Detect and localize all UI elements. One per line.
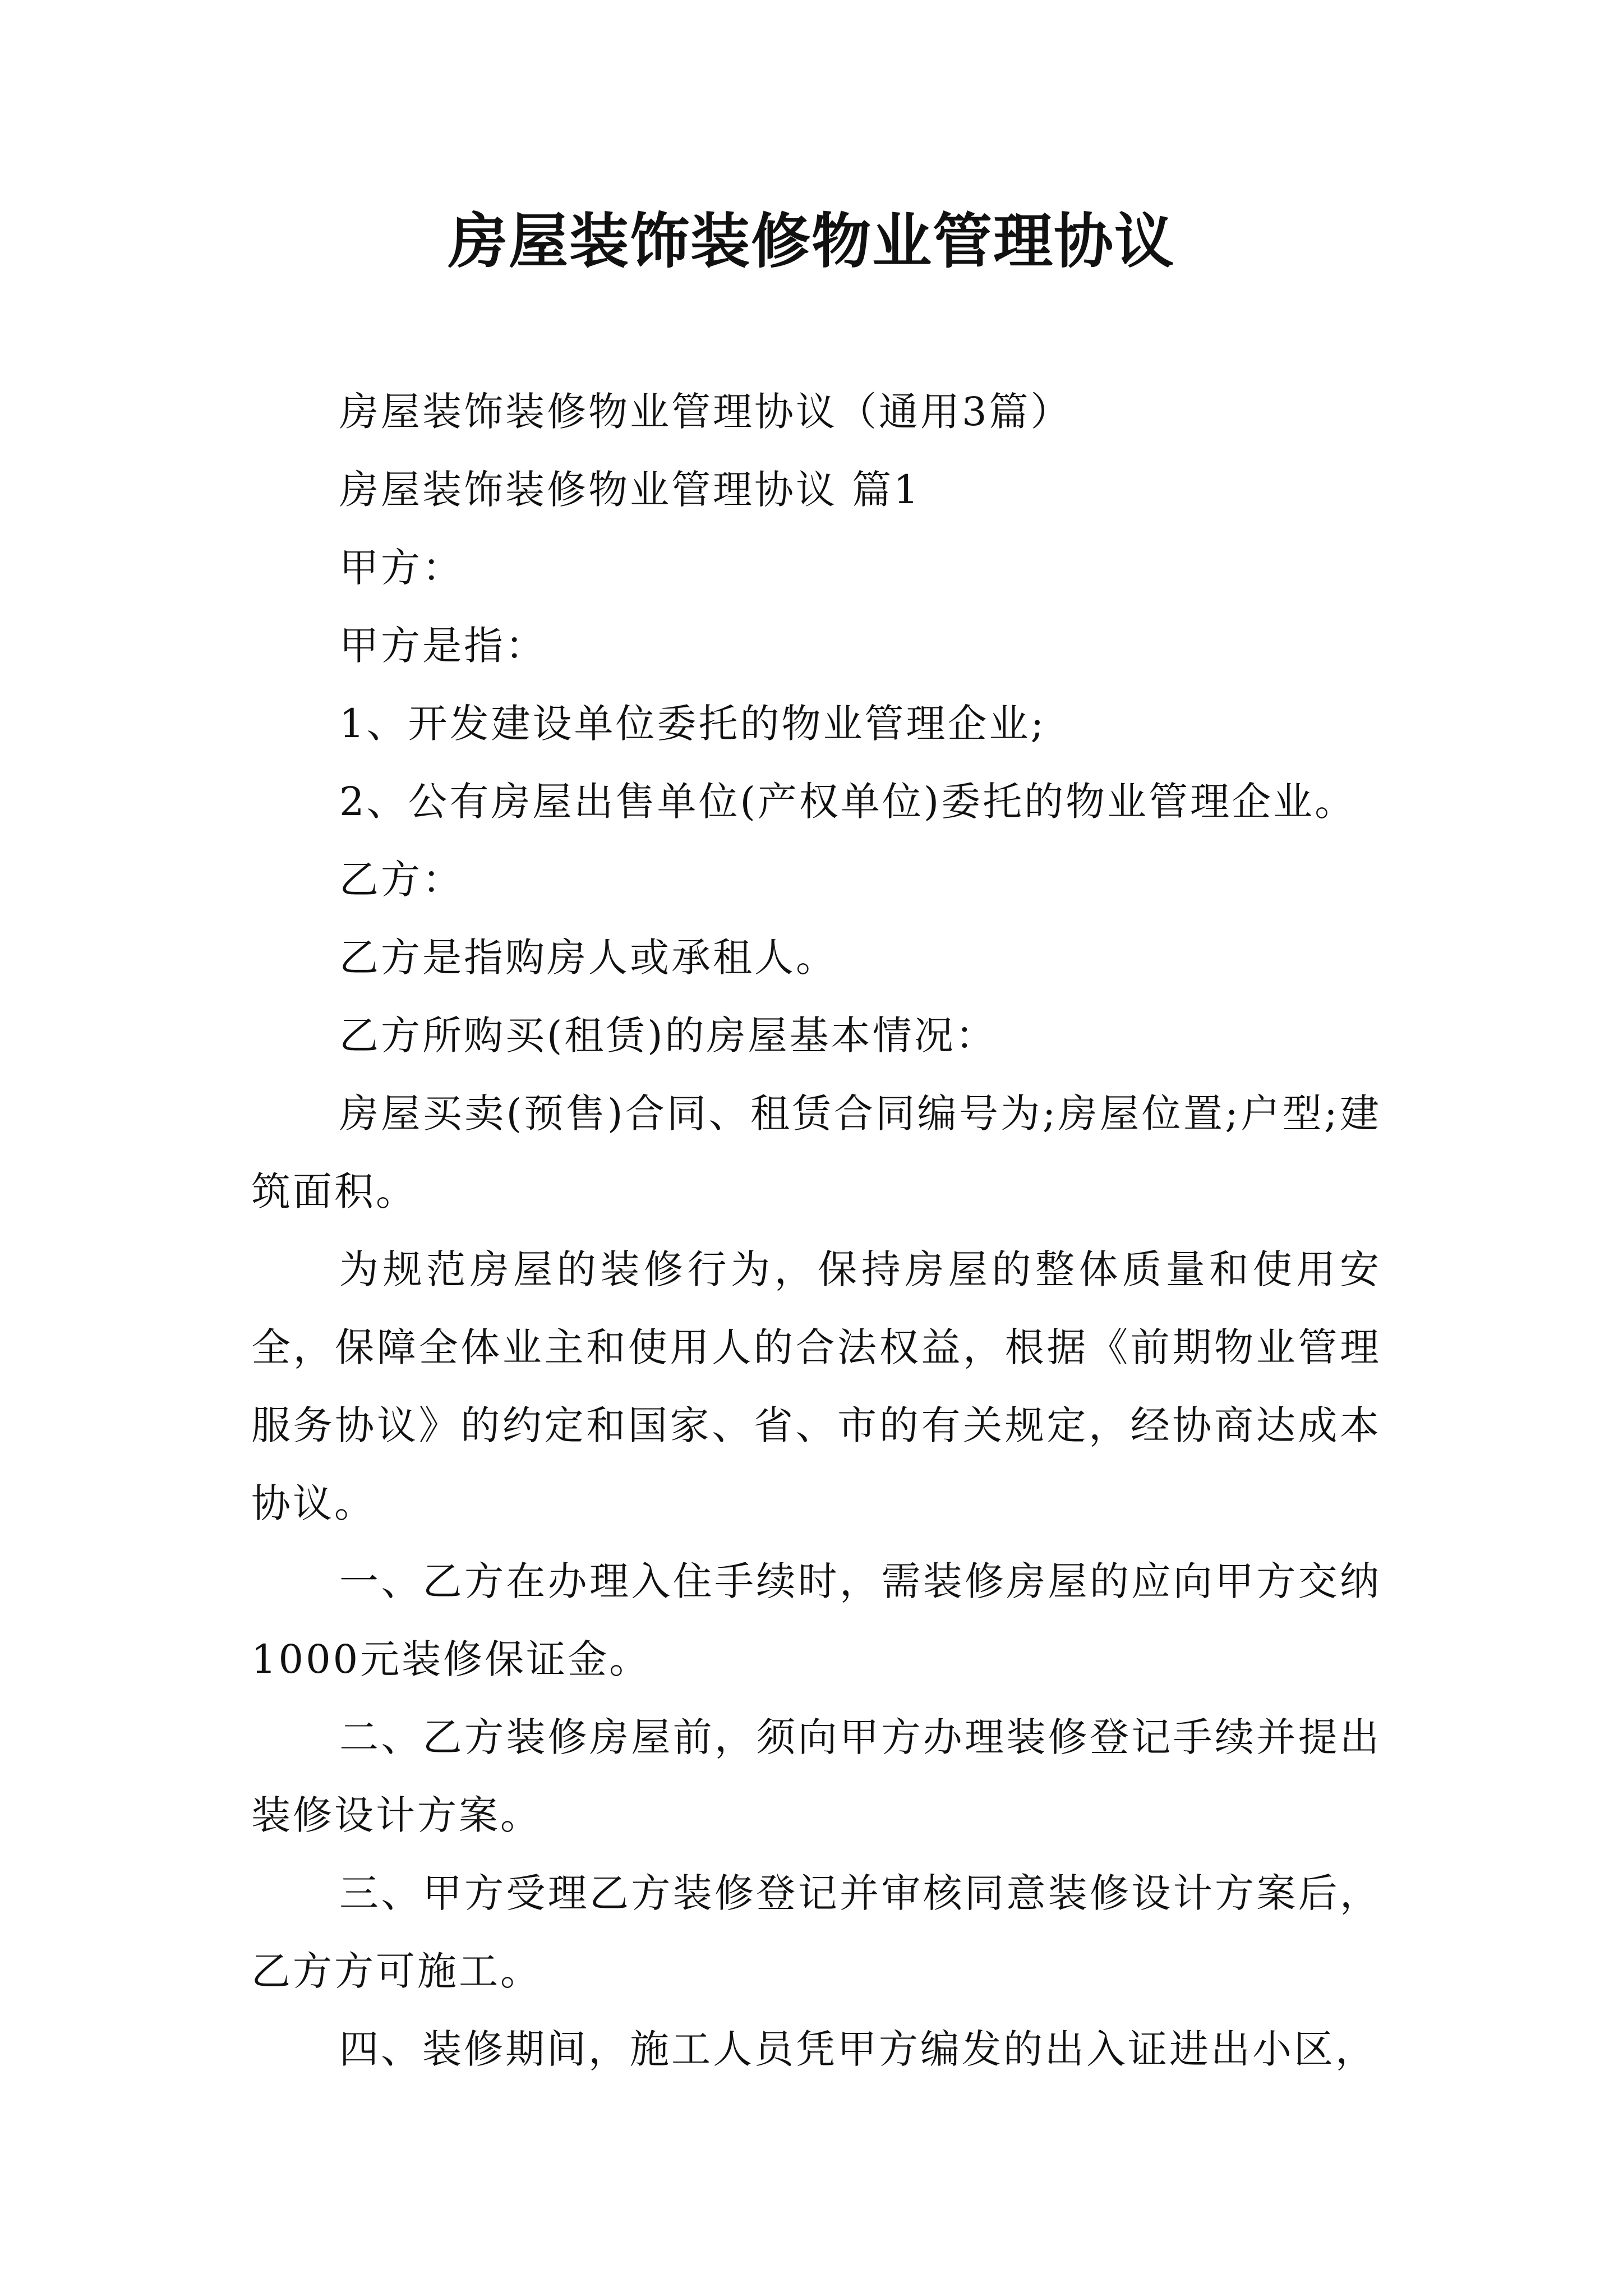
- paragraph-party-b: 乙方：: [339, 857, 464, 903]
- paragraph-clause-4: 四、装修期间，施工人员凭甲方编发的出入证进出小区，: [339, 2026, 1377, 2072]
- paragraph-contract-details: 房屋买卖(预售)合同、租赁合同编号为;房屋位置;户型;建筑面积。: [251, 1091, 1381, 1214]
- document-title: 房屋装饰装修物业管理协议: [448, 206, 1175, 276]
- paragraph-party-a-item-2: 2、公有房屋出售单位(产权单位)委托的物业管理企业。: [339, 779, 1357, 825]
- paragraph-house-info: 乙方所购买(租赁)的房屋基本情况：: [339, 1013, 997, 1059]
- paragraph-party-a-definition: 甲方是指：: [339, 623, 547, 669]
- document-body: [251, 373, 1381, 2088]
- paragraph-section-heading: 房屋装饰装修物业管理协议 篇1: [339, 467, 921, 513]
- paragraph-clause-1: 一、乙方在办理入住手续时，需装修房屋的应向甲方交纳1000元装修保证金。: [251, 1558, 1381, 1682]
- paragraph-party-b-definition: 乙方是指购房人或承租人。: [339, 935, 837, 981]
- paragraph-subtitle: 房屋装饰装修物业管理协议（通用3篇）: [339, 389, 1072, 435]
- paragraph-party-a: 甲方：: [339, 545, 464, 591]
- paragraph-clause-2: 二、乙方装修房屋前，须向甲方办理装修登记手续并提出装修设计方案。: [251, 1714, 1381, 1838]
- paragraph-purpose: 为规范房屋的装修行为，保持房屋的整体质量和使用安全，保障全体业主和使用人的合法权益，根据《前期物业管理服务协议》的约定和国家、省、市的有关规定，经协商达成本协议。: [251, 1246, 1381, 1526]
- paragraph-clause-3: 三、甲方受理乙方装修登记并审核同意装修设计方案后，乙方方可施工。: [251, 1870, 1381, 1994]
- paragraph-party-a-item-1: 1、开发建设单位委托的物业管理企业;: [339, 701, 1046, 747]
